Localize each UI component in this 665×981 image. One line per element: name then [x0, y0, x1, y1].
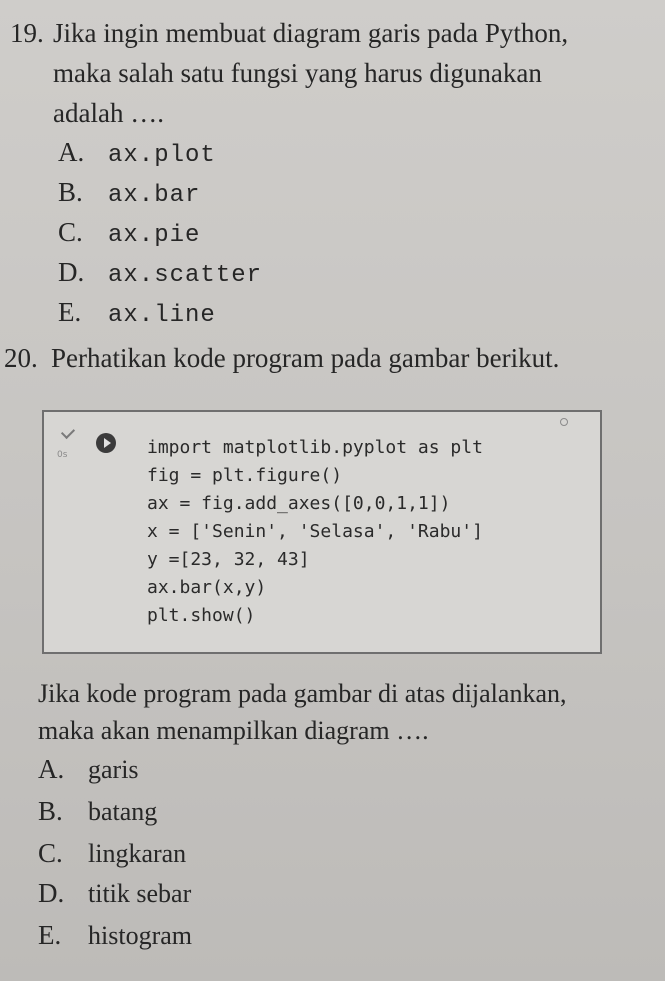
code-line-1: import matplotlib.pyplot as plt — [147, 437, 483, 458]
question-20-option-a[interactable] — [38, 754, 139, 785]
option-text: ax.line — [108, 302, 216, 329]
option-text: ax.plot — [108, 142, 216, 169]
question-20-number: 20. — [4, 343, 38, 373]
question-19-number: 19. — [10, 18, 44, 48]
run-time-label: 0s — [57, 450, 68, 460]
question-19-option-b[interactable] — [58, 177, 200, 209]
question-19-option-e[interactable] — [58, 297, 216, 329]
option-text: ax.scatter — [108, 262, 263, 289]
option-letter: B. — [38, 796, 63, 826]
option-text: lingkaran — [88, 839, 187, 868]
option-letter: A. — [38, 754, 65, 784]
question-19-text-line-3: adalah …. — [53, 98, 164, 128]
question-19-option-a[interactable] — [58, 137, 216, 169]
code-line-6: ax.bar(x,y) — [147, 577, 267, 598]
question-20-option-c[interactable] — [38, 838, 186, 869]
option-letter: B. — [58, 177, 83, 207]
code-line-3: ax = fig.add_axes([0,0,1,1]) — [147, 493, 451, 514]
code-line-7: plt.show() — [147, 605, 256, 626]
question-19-text-line-2: maka salah satu fungsi yang harus digunakan — [53, 58, 542, 88]
question-19-option-c[interactable] — [58, 217, 200, 249]
option-text: titik sebar — [88, 879, 192, 908]
question-19-text-line-1: Jika ingin membuat diagram garis pada Python, — [53, 18, 569, 48]
question-20-option-e[interactable] — [38, 920, 192, 951]
question-20-option-d[interactable] — [38, 878, 191, 909]
option-letter: D. — [38, 878, 65, 908]
question-20-text-line-1: Jika kode program pada gambar di atas dijalankan, — [38, 679, 567, 708]
option-letter: C. — [38, 838, 63, 868]
code-line-2: fig = plt.figure() — [147, 465, 343, 486]
question-20-intro: Perhatikan kode program pada gambar berikut. — [51, 343, 560, 373]
option-text: garis — [88, 755, 139, 784]
code-line-5: y =[23, 32, 43] — [147, 549, 310, 570]
option-letter: C. — [58, 217, 83, 247]
code-line-4: x = ['Senin', 'Selasa', 'Rabu'] — [147, 521, 483, 542]
option-letter: A. — [58, 137, 85, 167]
question-20-option-b[interactable] — [38, 796, 157, 827]
option-letter: E. — [38, 920, 62, 950]
option-text: batang — [88, 797, 158, 826]
question-19-option-d[interactable] — [58, 257, 262, 289]
option-text: ax.pie — [108, 222, 201, 249]
question-20-text-line-2: maka akan menampilkan diagram …. — [38, 716, 429, 745]
option-text: histogram — [88, 921, 192, 950]
option-text: ax.bar — [108, 182, 201, 209]
option-letter: D. — [58, 257, 85, 287]
play-icon[interactable] — [96, 433, 116, 453]
option-letter: E. — [58, 297, 82, 327]
cell-menu-icon[interactable] — [560, 418, 568, 426]
